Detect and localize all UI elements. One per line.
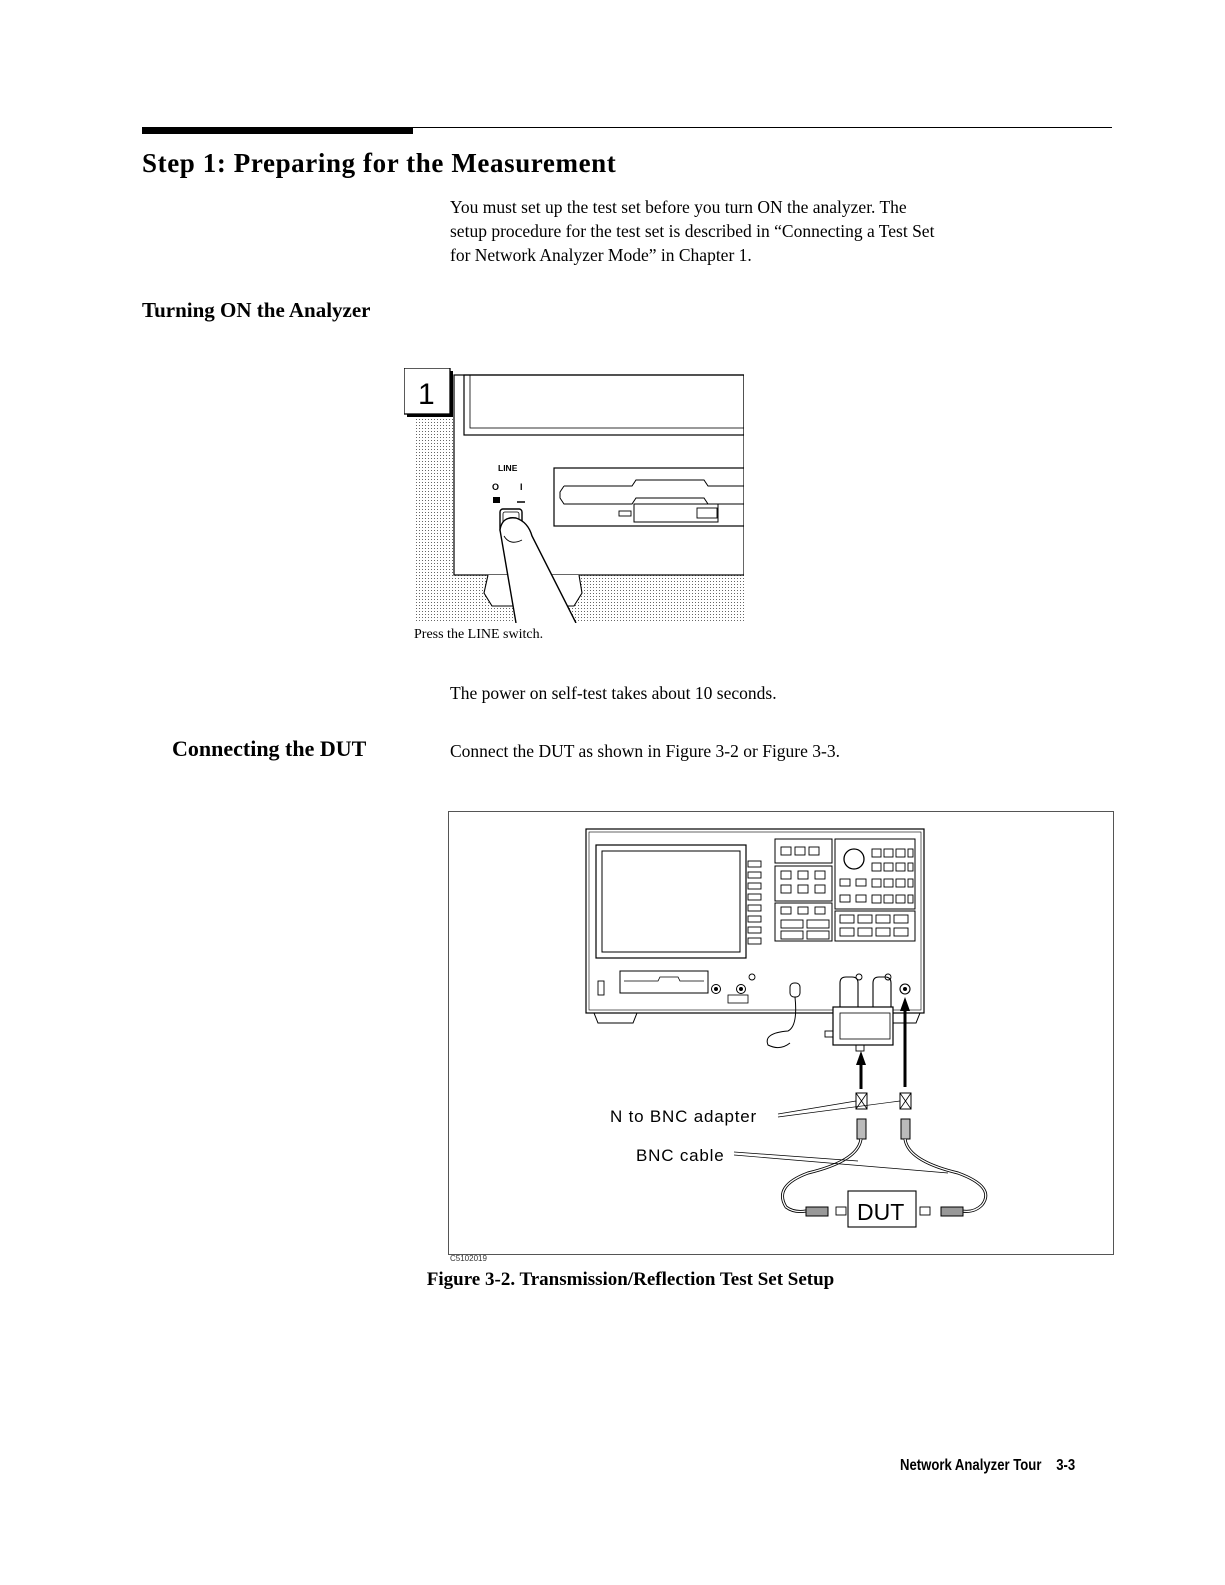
adapter-label: N to BNC adapter [610, 1107, 757, 1126]
dut-label: DUT [857, 1199, 905, 1225]
footer-chapter-title: Network Analyzer Tour [900, 1457, 1042, 1474]
self-test-text: The power on self-test takes about 10 seconds. [450, 683, 777, 703]
footer-page-number: 3-3 [1056, 1457, 1076, 1474]
page-footer [900, 1457, 1075, 1475]
intro-line-3: for Network Analyzer Mode” in Chapter 1. [450, 245, 752, 265]
cable-label: BNC cable [636, 1146, 725, 1165]
line-switch-caption: Press the LINE switch. [414, 627, 544, 642]
subsection-heading-turning-on: Turning ON the Analyzer [142, 298, 371, 322]
step-number: 1 [418, 378, 435, 411]
connect-instruction: Connect the DUT as shown in Figure 3-2 or Figure 3-3. [450, 741, 840, 761]
section-title: Step 1: Preparing for the Measurement [142, 148, 617, 178]
subsection-heading-connecting: Connecting the DUT [172, 736, 367, 761]
off-symbol: O [492, 482, 500, 492]
line-label: LINE [498, 463, 518, 473]
line-switch-figure [404, 368, 744, 623]
test-set-setup-figure [448, 811, 1114, 1255]
header-rule-accent [142, 127, 413, 134]
figure-id: C5102019 [450, 1254, 487, 1263]
figure-caption: Figure 3-2. Transmission/Reflection Test Set Setup [426, 1269, 835, 1290]
intro-line-2: setup procedure for the test set is described in “Connecting a Test Set [450, 221, 935, 241]
on-symbol: I [520, 482, 523, 492]
intro-line-1: You must set up the test set before you turn ON the analyzer. The [450, 197, 907, 217]
